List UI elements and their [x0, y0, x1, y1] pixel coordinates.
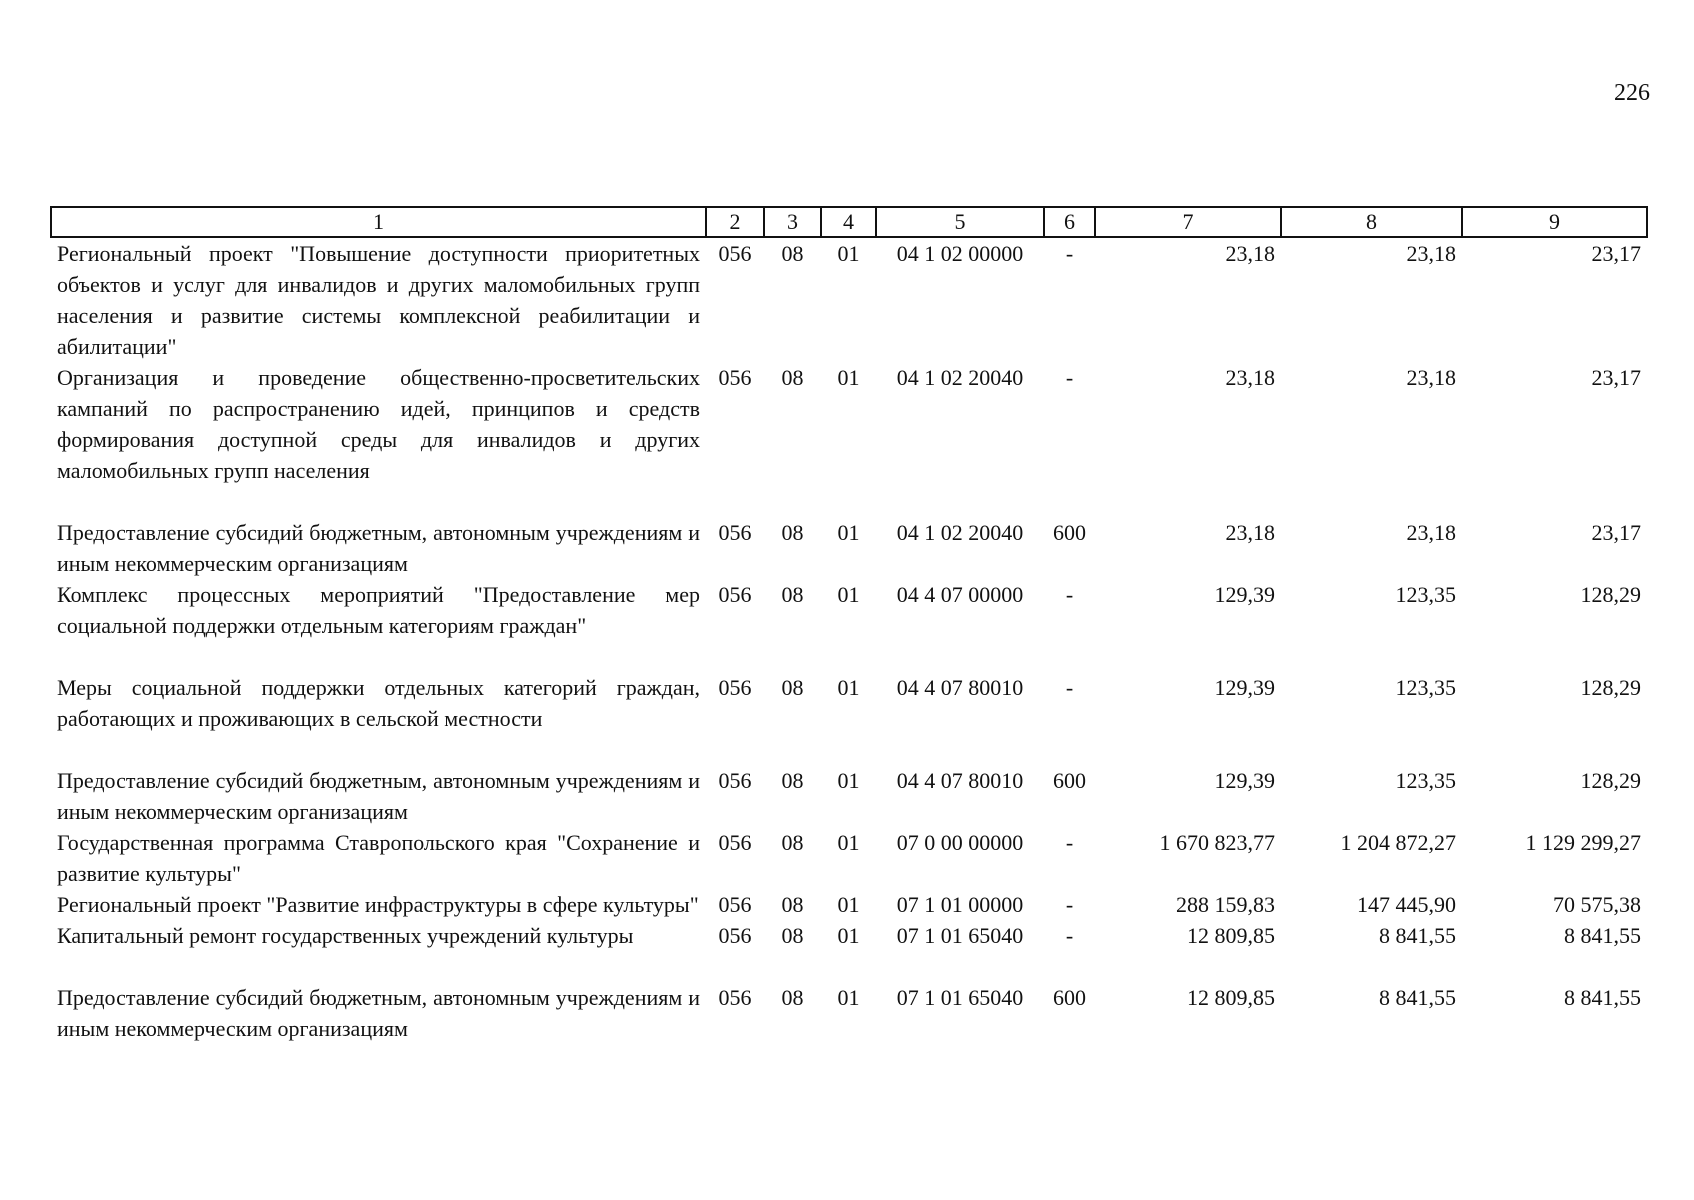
row-amount-9: 70 575,38: [1553, 892, 1641, 917]
row-name: Региональный проект "Развитие инфраструктуры в сфере культуры": [57, 892, 699, 917]
row-target-article: 07 1 01 65040: [896, 923, 1024, 948]
row-expense-type: -: [1065, 582, 1074, 607]
table-row: [51, 517, 1647, 579]
row-section-code: 08: [781, 675, 804, 700]
row-subsection-code: 01: [837, 985, 860, 1010]
row-target-article: 04 1 02 20040: [896, 365, 1024, 390]
header-cell-6: 6: [1044, 207, 1095, 237]
row-ministry-code: 056: [718, 365, 752, 390]
table-row: [51, 982, 1647, 1044]
budget-table: [50, 206, 1648, 1044]
row-ministry-code: 056: [718, 892, 752, 917]
row-amount-8: 23,18: [1406, 241, 1456, 266]
row-target-article: 07 0 00 00000: [896, 830, 1024, 855]
row-amount-7: 12 809,85: [1187, 985, 1275, 1010]
row-subsection-code: 01: [837, 923, 860, 948]
row-ministry-code: 056: [718, 830, 752, 855]
row-name: Организация и проведение общественно-просветительских кампаний по распространению идей, принципов и средств формирования доступной среды для инвалидов и других маломобильных групп населения: [57, 365, 700, 483]
row-name: Предоставление субсидий бюджетным, автономным учреждениям и иным некоммерческим организациям: [57, 520, 700, 576]
row-amount-7: 1 670 823,77: [1159, 830, 1275, 855]
row-amount-9: 128,29: [1580, 768, 1641, 793]
table-row: [51, 579, 1647, 672]
row-subsection-code: 01: [837, 241, 860, 266]
row-subsection-code: 01: [837, 365, 860, 390]
row-section-code: 08: [781, 241, 804, 266]
row-section-code: 08: [781, 582, 804, 607]
row-amount-9: 128,29: [1580, 582, 1641, 607]
row-expense-type: 600: [1053, 520, 1086, 545]
row-amount-8: 1 204 872,27: [1340, 830, 1456, 855]
row-section-code: 08: [781, 892, 804, 917]
row-section-code: 08: [781, 923, 804, 948]
row-expense-type: 600: [1053, 768, 1086, 793]
row-amount-8: 123,35: [1395, 768, 1456, 793]
row-subsection-code: 01: [837, 582, 860, 607]
row-amount-9: 128,29: [1580, 675, 1641, 700]
row-ministry-code: 056: [718, 923, 752, 948]
row-amount-8: 8 841,55: [1379, 923, 1456, 948]
row-amount-8: 8 841,55: [1379, 985, 1456, 1010]
header-cell-5: 5: [876, 207, 1044, 237]
row-expense-type: -: [1065, 675, 1074, 700]
row-ministry-code: 056: [718, 985, 752, 1010]
header-row: [51, 207, 1647, 237]
row-amount-8: 123,35: [1395, 582, 1456, 607]
row-section-code: 08: [781, 768, 804, 793]
row-name: Предоставление субсидий бюджетным, автономным учреждениям и иным некоммерческим организациям: [57, 985, 700, 1041]
table-row: [51, 765, 1647, 827]
table-row: [51, 672, 1647, 765]
row-amount-7: 129,39: [1214, 582, 1275, 607]
row-ministry-code: 056: [718, 582, 752, 607]
row-expense-type: -: [1065, 892, 1074, 917]
header-cell-3: 3: [764, 207, 821, 237]
row-name: Комплекс процессных мероприятий "Предоставление мер социальной поддержки отдельным категориям граждан": [57, 582, 700, 638]
row-amount-7: 23,18: [1225, 365, 1275, 390]
row-expense-type: -: [1065, 830, 1074, 855]
row-name: Меры социальной поддержки отдельных категорий граждан, работающих и проживающих в сельской местности: [57, 675, 700, 731]
row-name: Региональный проект "Повышение доступности приоритетных объектов и услуг для инвалидов и других маломобильных групп населения и развитие системы комплексной реабилитации и абилитации": [57, 241, 700, 359]
header-cell-7: 7: [1095, 207, 1281, 237]
table-row: [51, 827, 1647, 889]
row-name: Предоставление субсидий бюджетным, автономным учреждениям и иным некоммерческим организациям: [57, 768, 700, 824]
table-row: [51, 237, 1647, 362]
row-section-code: 08: [781, 985, 804, 1010]
row-target-article: 04 4 07 80010: [896, 675, 1024, 700]
header-cell-1: 1: [51, 207, 706, 237]
row-amount-7: 12 809,85: [1187, 923, 1275, 948]
row-amount-7: 23,18: [1225, 241, 1275, 266]
row-amount-9: 23,17: [1591, 520, 1641, 545]
row-ministry-code: 056: [718, 241, 752, 266]
row-amount-7: 129,39: [1214, 768, 1275, 793]
row-amount-7: 288 159,83: [1176, 892, 1275, 917]
row-amount-9: 8 841,55: [1564, 985, 1641, 1010]
header-cell-4: 4: [821, 207, 876, 237]
table-row: [51, 889, 1647, 920]
row-section-code: 08: [781, 830, 804, 855]
row-expense-type: -: [1065, 365, 1074, 390]
row-ministry-code: 056: [718, 768, 752, 793]
row-subsection-code: 01: [837, 675, 860, 700]
row-amount-7: 129,39: [1214, 675, 1275, 700]
row-name: Капитальный ремонт государственных учреждений культуры: [57, 923, 634, 948]
header-cell-8: 8: [1281, 207, 1462, 237]
row-amount-8: 123,35: [1395, 675, 1456, 700]
row-amount-8: 23,18: [1406, 520, 1456, 545]
header-cell-9: 9: [1462, 207, 1647, 237]
row-amount-9: 23,17: [1591, 241, 1641, 266]
header-cell-2: 2: [706, 207, 764, 237]
row-amount-7: 23,18: [1225, 520, 1275, 545]
row-subsection-code: 01: [837, 520, 860, 545]
row-target-article: 04 1 02 20040: [896, 520, 1024, 545]
table-row: [51, 920, 1647, 982]
row-section-code: 08: [781, 365, 804, 390]
table-row: [51, 362, 1647, 517]
row-amount-9: 8 841,55: [1564, 923, 1641, 948]
row-amount-9: 1 129 299,27: [1525, 830, 1641, 855]
row-subsection-code: 01: [837, 892, 860, 917]
row-expense-type: -: [1065, 241, 1074, 266]
row-target-article: 07 1 01 65040: [896, 985, 1024, 1010]
page-number: 226: [1614, 80, 1650, 106]
row-target-article: 07 1 01 00000: [896, 892, 1024, 917]
row-target-article: 04 4 07 00000: [896, 582, 1024, 607]
row-amount-8: 23,18: [1406, 365, 1456, 390]
row-subsection-code: 01: [837, 830, 860, 855]
row-ministry-code: 056: [718, 675, 752, 700]
row-expense-type: -: [1065, 923, 1074, 948]
row-amount-8: 147 445,90: [1357, 892, 1456, 917]
row-target-article: 04 4 07 80010: [896, 768, 1024, 793]
row-name: Государственная программа Ставропольского края "Сохранение и развитие культуры": [57, 830, 700, 886]
row-expense-type: 600: [1053, 985, 1086, 1010]
row-amount-9: 23,17: [1591, 365, 1641, 390]
row-subsection-code: 01: [837, 768, 860, 793]
row-section-code: 08: [781, 520, 804, 545]
row-ministry-code: 056: [718, 520, 752, 545]
row-target-article: 04 1 02 00000: [896, 241, 1024, 266]
